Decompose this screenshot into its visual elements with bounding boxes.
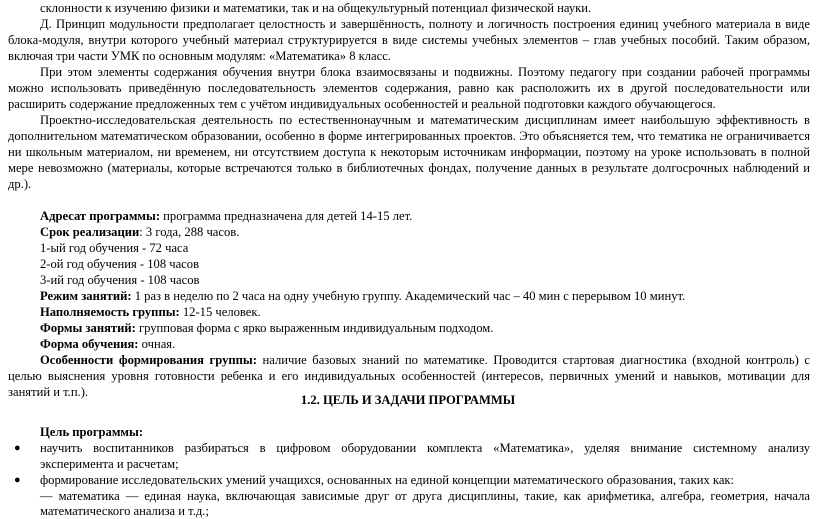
features-line3: занятий и т.п.). <box>8 385 89 399</box>
year-3-line: 3-ий год обучения - 108 часов <box>40 273 200 287</box>
paragraph-project-line5: др.). <box>8 177 32 191</box>
paragraph-elements-line2: можно использовать приведённую последовательность элементов содержания, равно как расположить их в другой последовательности или <box>8 81 810 95</box>
features-line2: целью выяснения уровня готовности ребенка и его индивидуальных особенностей (интересов, первичных умений и навыков, мотивации для <box>8 369 810 383</box>
mode-value: 1 раз в неделю по 2 часа на одну учебную группу. Академический час – 40 мин с перерывом 10 минут. <box>131 289 686 303</box>
forms-label: Формы занятий: <box>40 321 136 335</box>
paragraph-elements-line3: расширить содержание предложенных тем с учётом индивидуальных особенностей и реальной подготовки каждого обучающегося. <box>8 97 716 111</box>
fill-line <box>40 304 261 320</box>
paragraph-project-line3: ни школьным материалом, ни временем, ни отсутствием доступа к некоторым источникам информации, поэтому на уроке использовать в полной <box>8 145 810 159</box>
paragraph-continuation: склонности к изучению физики и математики, так и на общекультурный потенциал физической науки. <box>40 1 592 15</box>
goal-label: Цель программы: <box>40 425 144 439</box>
paragraph-elements-line1: При этом элементы содержания обучения внутри блока взаимосвязаны и подвижны. Поэтому педагогу при создании рабочей программы <box>40 65 810 79</box>
paragraph-modularity-line1: Д. Принцип модульности предполагает целостность и завершённость, полноту и логичность построения единиц учебного материала в виде <box>40 17 810 31</box>
bullet-dot-icon: ● <box>14 474 21 486</box>
term-line <box>40 224 239 240</box>
paragraph-modularity-line3: включая три части УМК по основным модулям: «Математика» 8 класс. <box>8 49 391 63</box>
paragraph-project-line1: Проектно-исследовательская деятельность по естественнонаучным и математическим дисциплинам имеет наибольшую эффективность в <box>40 113 810 127</box>
term-label: Срок реализации <box>40 225 140 239</box>
forms-value: групповая форма с ярко выраженным индивидуальным подходом. <box>135 321 494 335</box>
bullet-dot-icon: ● <box>14 442 21 454</box>
bullet2-line: формирование исследовательских умений учащихся, основанных на единой концепции математического образования, таких как: <box>40 473 735 487</box>
addressee-line <box>40 208 412 224</box>
term-value: : 3 года, 288 часов. <box>139 225 240 239</box>
year-2-line: 2-ой год обучения - 108 часов <box>40 257 200 271</box>
features-label: Особенности формирования группы: <box>40 353 257 367</box>
features-line1 <box>40 352 810 368</box>
paragraph-project-line4: мере невозможно (материалы, которые встречаются только в библиотечных фондах, получение данных в результате долгосрочных наблюдений и <box>8 161 810 175</box>
fill-value: 12-15 человек. <box>179 305 261 319</box>
addressee-label: Адресат программы: <box>40 209 161 223</box>
forms-line <box>40 320 493 336</box>
mode-line <box>40 288 685 304</box>
paragraph-modularity-line2: блока-модуля, внутри которого учебный материал структурируется в виде системы учебных элементов – глав учебных пособий. Таким образом, <box>8 33 810 47</box>
dash-item-line1: — математика — единая наука, включающая зависимые друг от друга дисциплины, такие, как арифметика, алгебра, геометрия, начала <box>40 489 810 503</box>
form-edu-value: очная. <box>138 337 176 351</box>
form-edu-label: Форма обучения: <box>40 337 139 351</box>
year-1-line: 1-ый год обучения - 72 часа <box>40 241 189 255</box>
bullet1-line1: научить воспитанников разбираться в цифровом оборудовании комплекта «Математика», уделяя внимание системному анализу <box>40 441 810 455</box>
section-title: 1.2. ЦЕЛЬ И ЗАДАЧИ ПРОГРАММЫ <box>300 393 516 407</box>
features-value: наличие базовых знаний по математике. Проводится стартовая диагностика (входной контроль) с <box>256 353 810 367</box>
form-edu-line <box>40 336 175 352</box>
mode-label: Режим занятий: <box>40 289 132 303</box>
paragraph-project-line2: дополнительном математическом образовании, особенно в форме интегрированных проектов. Это объясняется тем, что тематика не ограничивается <box>8 129 810 143</box>
dash-item-line2: математического анализа и т.д.; <box>40 504 209 518</box>
addressee-value: программа предназначена для детей 14-15 лет. <box>160 209 413 223</box>
bullet1-line2: эксперимента и расчетам; <box>40 457 179 471</box>
fill-label: Наполняемость группы: <box>40 305 180 319</box>
